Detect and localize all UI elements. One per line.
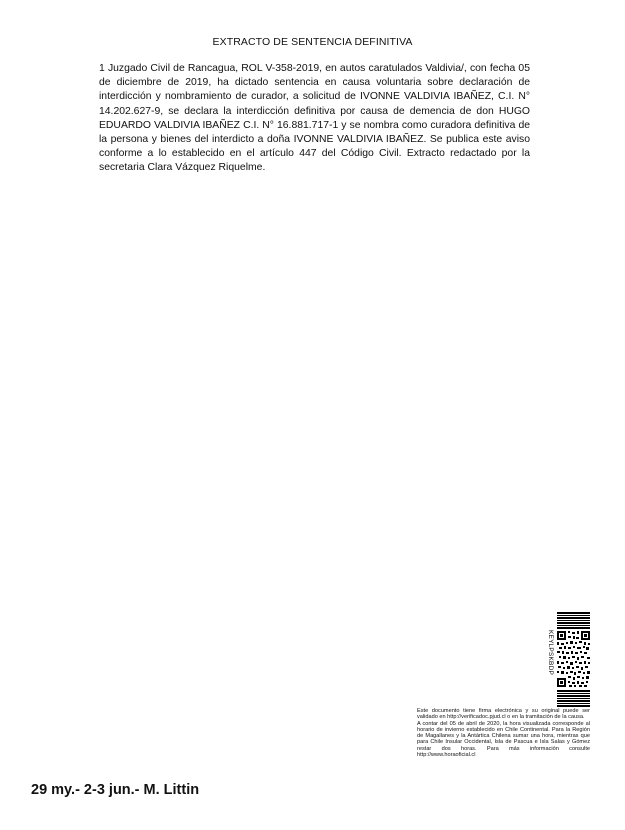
time-notice: A contar del 05 de abril de 2020, la hora visualizada corresponde al horario de invierno establecido en Chile Continental. Para la Región de Magallanes y la Antártica Chilena sumar una hora, mientras que para Chile Insular Occidental, Isla de Pascua e Isla Salas y Gómez restar dos horas. Para más información consulte http://www.horaoficial.cl	[417, 720, 590, 759]
signature-notice: Este documento tiene firma electrónica y su original puede ser validado en http://verificadoc.pjud.cl o en la tramitación de la causa.	[417, 708, 590, 721]
publication-footer: 29 my.- 2-3 jun.- M. Littin	[31, 782, 200, 798]
verification-code: KEYLPSKBDP	[547, 630, 554, 675]
document-title: EXTRACTO DE SENTENCIA DEFINITIVA	[212, 36, 413, 48]
document-body: 1 Juzgado Civil de Rancagua, ROL V-358-2019, en autos caratulados Valdivia/, con fecha 05 de diciembre de 2019, ha dictado sentencia en causa voluntaria sobre declaración de interdicción y nombramiento de curador, a solicitud de IVONNE VALDIVIA IBAÑEZ, C.I. N° 14.202.627-9, se declara la interdicción definitiva por causa de demencia de don HUGO EDUARDO VALDIVIA IBAÑEZ C.I. N° 16.881.717-1 y se nombra como curadora definitiva de la persona y bienes del interdicto a doña IVONNE VALDIVIA IBAÑEZ. Se publica este aviso conforme a lo establecido en el artículo 447 del Código Civil. Extracto redactado por la secretaria Clara Vázquez Riquelme.	[99, 63, 530, 174]
verification-notice	[417, 708, 590, 758]
qr-code-icon	[557, 612, 590, 708]
